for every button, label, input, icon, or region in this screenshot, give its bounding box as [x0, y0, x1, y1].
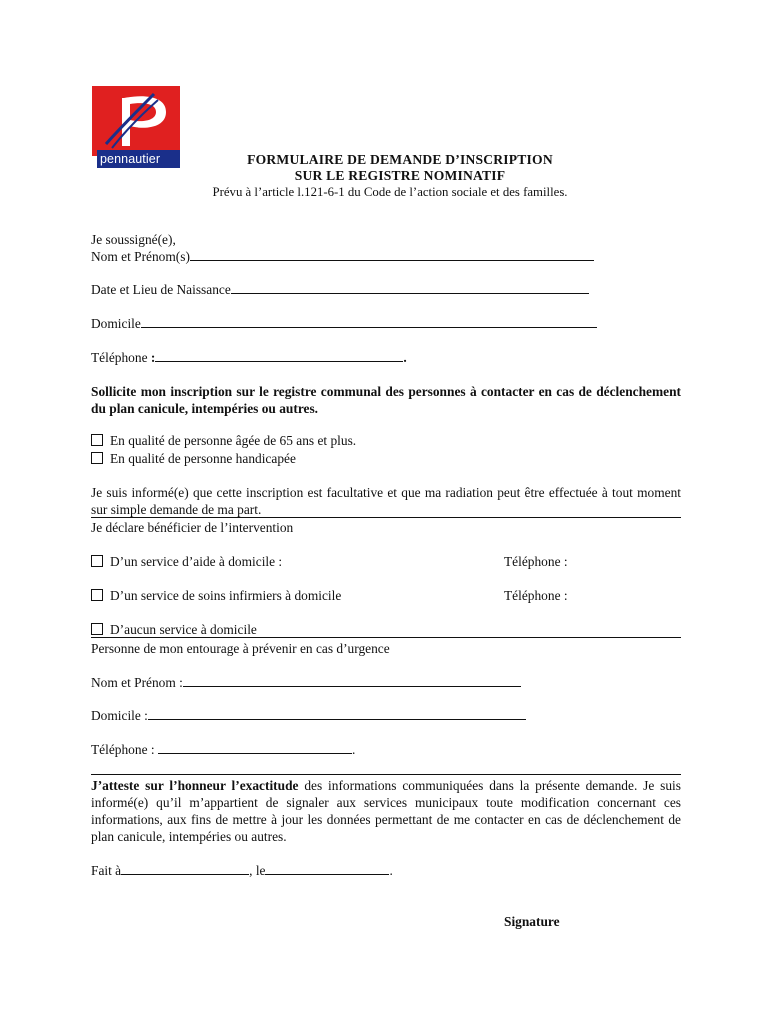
quality-disabled-row [91, 450, 296, 467]
emergency-phone-end: . [351, 742, 356, 757]
phone-field[interactable] [155, 350, 403, 362]
info-text: Je suis informé(e) que cette inscription est facultative et que ma radiation peut être effectuée à tout moment sur simple demande de ma part. [91, 485, 681, 517]
quality-disabled-label: En qualité de personne handicapée [110, 451, 296, 466]
service-none-label: D’aucun service à domicile [110, 622, 257, 637]
emergency-home-row [91, 707, 526, 724]
home-row [91, 315, 597, 332]
request-text: Sollicite mon inscription sur le registre communal des personnes à contacter en cas de déclenchement du plan canicule, intempéries ou autres. [91, 384, 681, 416]
divider-1 [91, 517, 681, 518]
attestation-bold: J’atteste sur l’honneur l’exactitude [91, 778, 299, 793]
attestation-text [91, 777, 681, 845]
checkbox-disabled[interactable] [91, 452, 103, 464]
service-home-help-label: D’un service d’aide à domicile : [110, 554, 283, 569]
phone-colon: : [150, 350, 156, 365]
divider-3 [91, 774, 681, 775]
phone-row [91, 349, 407, 366]
emergency-intro: Personne de mon entourage à prévenir en cas d’urgence [91, 641, 390, 656]
birth-row [91, 281, 589, 298]
service-nursing-row [91, 587, 341, 604]
service-home-help-phone: Téléphone : [504, 554, 568, 569]
checkbox-home-help[interactable] [91, 555, 103, 567]
home-label: Domicile [91, 316, 141, 331]
emergency-phone-row [91, 741, 355, 758]
service-nursing-phone: Téléphone : [504, 588, 568, 603]
emergency-phone-label: Téléphone : [91, 742, 155, 757]
logo-p-mark-icon [92, 86, 180, 156]
name-field[interactable] [190, 249, 594, 261]
service-nursing-label: D’un service de soins infirmiers à domicile [110, 588, 342, 603]
emergency-phone-field[interactable] [158, 742, 352, 754]
identity-intro: Je soussigné(e), [91, 232, 176, 247]
service-none-row [91, 621, 257, 638]
date-label: , le [249, 863, 266, 878]
emergency-name-label: Nom et Prénom : [91, 675, 183, 690]
logo-text-strip: pennautier [97, 150, 180, 168]
quality-age-row [91, 432, 356, 449]
form-title-line2: SUR LE REGISTRE NOMINATIF [294, 168, 506, 183]
services-intro: Je déclare bénéficier de l’intervention [91, 520, 294, 535]
signature-label: Signature [504, 914, 560, 929]
form-subtitle: Prévu à l’article l.121-6-1 du Code de l’action sociale et des familles. [212, 185, 568, 199]
emergency-name-row [91, 674, 521, 691]
phone-label: Téléphone [91, 350, 148, 365]
phone-end: . [403, 350, 407, 365]
checkbox-no-service[interactable] [91, 623, 103, 635]
closing-end: . [389, 863, 393, 878]
birth-field[interactable] [231, 282, 589, 294]
form-title-line1: FORMULAIRE DE DEMANDE D’INSCRIPTION [247, 152, 553, 167]
checkbox-nursing[interactable] [91, 589, 103, 601]
name-label: Nom et Prénom(s) [91, 249, 190, 264]
quality-age-label: En qualité de personne âgée de 65 ans et plus. [110, 433, 357, 448]
checkbox-age[interactable] [91, 434, 103, 446]
service-home-help-row [91, 553, 282, 570]
divider-2 [91, 637, 681, 638]
closing-row [91, 862, 393, 879]
date-field[interactable] [265, 863, 389, 875]
name-row [91, 248, 594, 265]
emergency-name-field[interactable] [183, 675, 521, 687]
emergency-home-field[interactable] [148, 708, 526, 720]
place-field[interactable] [121, 863, 249, 875]
emergency-home-label: Domicile : [91, 708, 148, 723]
birth-label: Date et Lieu de Naissance [91, 282, 231, 297]
attestation-body: des informations communiquées dans la présente demande. Je suis informé(e) qu’il m’appartient de signaler aux services municipaux toute modification concernant ces informations, aux fins de mettre à jour les données permettant de me contacter en cas de déclenchement de plan canicule, intempéries ou autres. [91, 778, 681, 844]
home-field[interactable] [141, 316, 597, 328]
place-label: Fait à [91, 863, 122, 878]
